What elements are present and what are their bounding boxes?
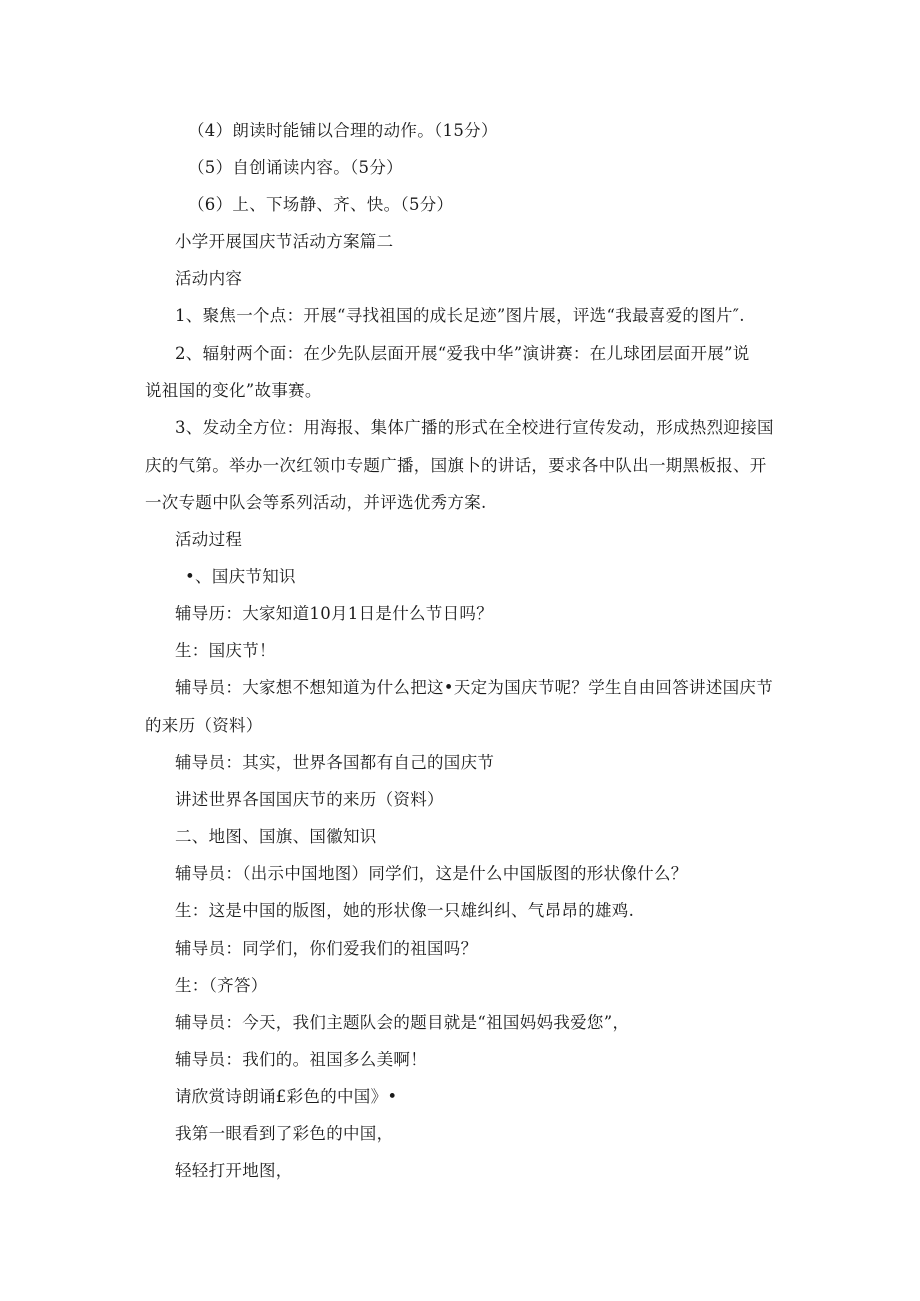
- paragraph-line: 辅导历：大家知道10月1日是什么节日吗？: [175, 604, 493, 623]
- subheading-activity-content: 活动内容: [175, 269, 243, 288]
- paragraph-line: 说祖国的变化”故事赛。: [145, 381, 322, 400]
- paragraph-line: 2、辐射两个面：在少先队层面开展“爱我中华”演讲赛：在儿球团层面开展”说: [175, 344, 750, 363]
- paragraph-line: 3、发动全方位：用海报、集体广播的形式在全校进行宣传发动，形成热烈迎接国: [175, 418, 774, 437]
- paragraph-line: 辅导员：今天，我们主题队会的题目就是“祖国妈妈我爱您”，: [175, 1013, 630, 1032]
- paragraph-line: 庆的气第。举办一次红领巾专题广播，国旗卜的讲话，要求各中队出一期黑板报、开: [145, 456, 767, 475]
- scoring-item-4: （4）朗读时能铺以合理的动作。（15分）: [188, 121, 498, 140]
- paragraph-line: 讲述世界各国国庆节的来历（资料）: [175, 790, 444, 809]
- paragraph-line: 辅导员：我们的。祖国多么美啊！: [175, 1050, 427, 1069]
- paragraph-line: 生：这是中国的版图，她的形状像一只雄纠纠、气昂昂的雄鸡.: [175, 901, 635, 920]
- list-item: 二、地图、国旗、国徽知识: [175, 827, 377, 846]
- scoring-item-6: （6）上、下场静、齐、快。（5分）: [188, 195, 454, 214]
- list-item: •、国庆节知识: [185, 567, 296, 586]
- paragraph-line: 的来历（资料）: [145, 716, 263, 735]
- paragraph-line: 1、聚焦一个点：开展“寻找祖国的成长足迹”图片展，评选“我最喜爱的图片″.: [175, 306, 745, 325]
- paragraph-line: 辅导员：大家想不想知道为什么把这•天定为国庆节呢？学生自由回答讲述国庆节: [175, 678, 774, 697]
- paragraph-line: 生：国庆节！: [175, 641, 276, 660]
- paragraph-line: 辅导员：（出示中国地图）同学们，这是什么中国版图的形状像什么？: [175, 864, 688, 883]
- paragraph-line: 请欣赏诗朗诵£彩色的中国》•: [175, 1087, 398, 1106]
- paragraph-line: 辅导员：其实，世界各国都有自己的国庆节: [175, 753, 495, 772]
- poem-line: 我第一眼看到了彩色的中国，: [175, 1124, 394, 1143]
- paragraph-line: 辅导员：同学们，你们爱我们的祖国吗？: [175, 939, 478, 958]
- paragraph-line: 一次专题中队会等系列活动，并评选优秀方案.: [145, 493, 487, 512]
- paragraph-line: 生：（齐答）: [175, 976, 268, 995]
- poem-line: 轻轻打开地图，: [175, 1161, 293, 1180]
- section-heading: 小学开展国庆节活动方案篇二: [175, 232, 394, 251]
- subheading-activity-process: 活动过程: [175, 530, 243, 549]
- scoring-item-5: （5）自创诵读内容。（5分）: [188, 158, 403, 177]
